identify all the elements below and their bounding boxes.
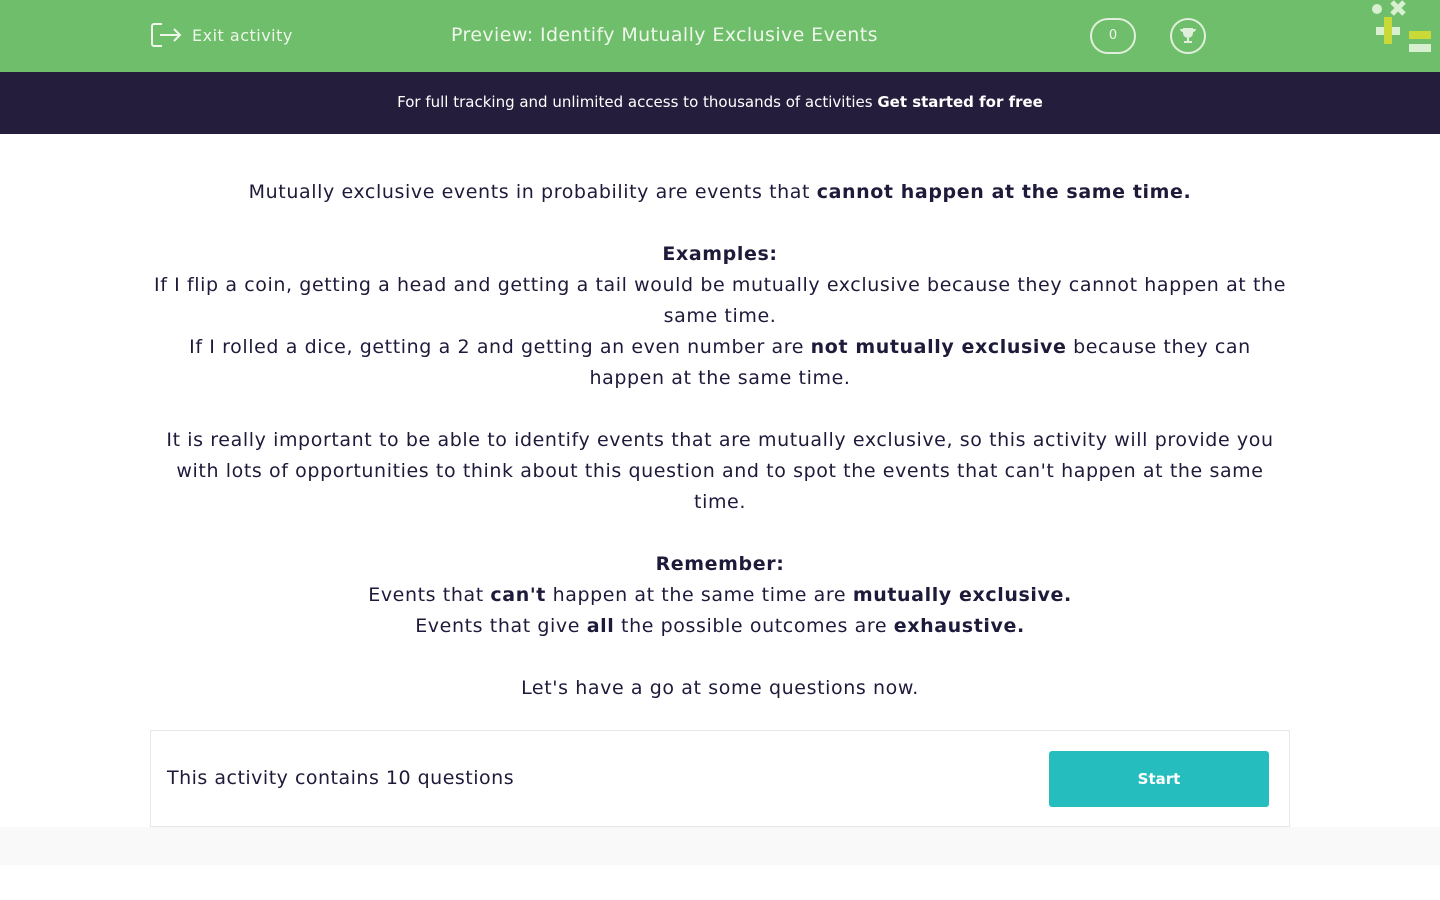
start-button[interactable]: Start [1049, 751, 1269, 807]
intro-bold: cannot happen at the same time. [816, 181, 1192, 203]
maths-symbols-logo [1360, 0, 1440, 60]
activity-start-card [150, 730, 1290, 827]
question-count: This activity contains 10 questions [167, 767, 515, 789]
examples-heading: Examples: [662, 243, 778, 265]
intro-text: Mutually exclusive events in probability are events that [248, 181, 817, 203]
remember-1-text2: happen at the same time are [545, 584, 853, 606]
page-title: Preview: Identify Mutually Exclusive Events [451, 24, 878, 46]
example-2-end: because they can happen at the same time. [589, 336, 1251, 389]
score-badge: 0 [1090, 18, 1136, 54]
remember-2-bold2: exhaustive. [893, 615, 1025, 637]
activity-intro [150, 0, 1290, 704]
get-started-link[interactable]: Get started for free [877, 93, 1043, 111]
example-2-bold: not mutually exclusive [810, 336, 1067, 358]
remember-1-bold2: mutually exclusive. [852, 584, 1072, 606]
example-1: If I flip a coin, getting a head and getting a tail would be mutually exclusive because they cannot happen at the same time. [154, 274, 1286, 327]
footer-strip [0, 827, 1440, 865]
remember-1-bold: can't [490, 584, 546, 606]
remember-2-text: Events that give [415, 615, 587, 637]
remember-2-text2: the possible outcomes are [614, 615, 894, 637]
importance-paragraph: It is really important to be able to identify events that are mutually exclusive, so this activity will provide you with lots of opportunities to think about this question and to spot the events that can't happen at the same time. [166, 429, 1274, 513]
closing-text: Let's have a go at some questions now. [521, 677, 919, 699]
remember-1-text: Events that [368, 584, 491, 606]
exit-label: Exit activity [192, 25, 293, 45]
remember-2-bold: all [586, 615, 615, 637]
banner-text: For full tracking and unlimited access to thousands of activities [397, 93, 878, 111]
example-2-text: If I rolled a dice, getting a 2 and getting an even number are [189, 336, 811, 358]
remember-heading: Remember: [655, 553, 785, 575]
